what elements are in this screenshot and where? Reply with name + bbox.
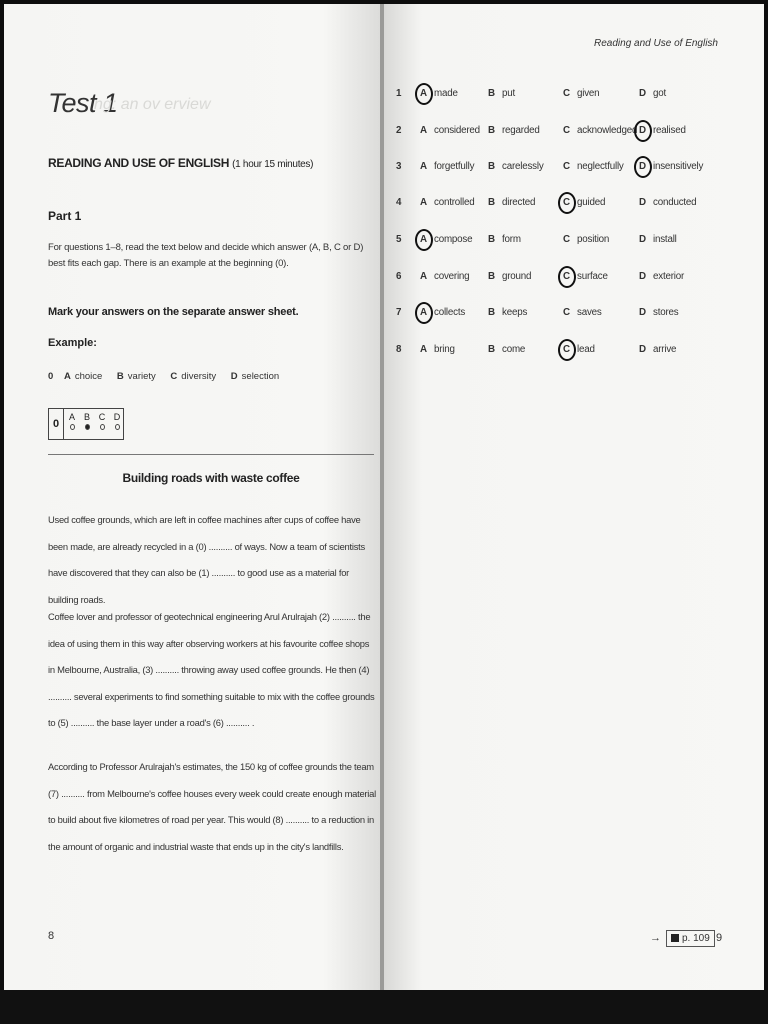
option-letter-d: D xyxy=(639,271,646,282)
option-word: diversity xyxy=(181,371,217,382)
question-row-6 xyxy=(396,266,736,290)
option-letter-b: B xyxy=(488,125,495,136)
article-title: Building roads with waste coffee xyxy=(122,471,300,485)
option-word-d[interactable]: insensitively xyxy=(653,161,704,172)
option-word-c[interactable]: guided xyxy=(577,197,606,208)
option-letter-d: D xyxy=(639,234,646,245)
option-word-c[interactable]: neglectfully xyxy=(577,161,624,172)
scan-shadow xyxy=(0,990,768,1024)
article-paragraph: According to Professor Arulrajah's estimates, the 150 kg of coffee grounds the team (7) .......... from Melbourne's coffee houses every week could create enough material to build about five kilometres of road per year. This would (8) .......... to a reduction in the amount of organic and industrial waste that ends up in the city's landfills. xyxy=(48,761,376,852)
option-letter-b: B xyxy=(488,197,495,208)
option-letter-d: D xyxy=(639,161,646,172)
answer-bubble xyxy=(70,424,75,430)
answer-box-number: 0 xyxy=(49,409,64,439)
section-heading xyxy=(48,156,313,170)
option-word: selection xyxy=(241,371,280,382)
option-letter: D xyxy=(230,371,238,382)
option-letter-d: D xyxy=(639,307,646,318)
answer-letter: B xyxy=(83,412,90,422)
option-word: variety xyxy=(127,371,156,382)
option-letter-a: A xyxy=(420,307,427,318)
arrow-right-icon: → xyxy=(650,932,661,944)
option-letter-a: A xyxy=(420,125,427,136)
answer-bubble xyxy=(100,424,105,430)
section-duration: (1 hour 15 minutes) xyxy=(232,159,314,170)
option-word-a[interactable]: covering xyxy=(434,271,470,282)
option-word-d[interactable]: got xyxy=(653,88,667,99)
example-option-b xyxy=(117,371,156,382)
option-word-a[interactable]: controlled xyxy=(434,197,475,208)
option-letter-a: A xyxy=(420,88,427,99)
page-number-left: 8 xyxy=(48,930,55,942)
option-letter: B xyxy=(116,371,124,382)
question-number: 8 xyxy=(396,344,402,355)
option-letter-a: A xyxy=(420,344,427,355)
section-heading-title: READING AND USE OF ENGLISH xyxy=(48,156,230,170)
divider xyxy=(48,454,374,455)
example-option-a xyxy=(64,371,102,382)
answer-circle-mark xyxy=(415,302,433,324)
answer-letter: D xyxy=(113,412,121,422)
question-number: 6 xyxy=(396,271,402,282)
question-row-2 xyxy=(396,120,736,144)
option-word-c[interactable]: saves xyxy=(577,307,602,318)
question-row-5 xyxy=(396,229,736,253)
answer-circle-mark xyxy=(415,229,433,251)
option-letter-c: C xyxy=(563,271,570,282)
option-word-b[interactable]: come xyxy=(502,344,526,355)
answer-circle-mark xyxy=(558,339,576,361)
option-letter-a: A xyxy=(420,161,427,172)
option-letter-b: B xyxy=(488,271,495,282)
option-word-c[interactable]: lead xyxy=(577,344,595,355)
option-letter-a: A xyxy=(420,271,427,282)
option-letter-c: C xyxy=(563,197,570,208)
answer-column-d xyxy=(110,411,124,430)
example-number: 0 xyxy=(48,371,54,382)
example-option-c xyxy=(170,371,216,382)
option-word-c[interactable]: position xyxy=(577,234,610,245)
answer-bubble xyxy=(115,424,120,430)
question-number: 7 xyxy=(396,307,402,318)
example-label: Example: xyxy=(48,337,97,349)
option-letter-a: A xyxy=(420,234,427,245)
option-letter-c: C xyxy=(563,344,570,355)
test-title: Test 1 xyxy=(48,88,118,118)
option-letter-d: D xyxy=(639,125,646,136)
instructions: For questions 1–8, read the text below and decide which answer (A, B, C or D) best fits each gap. There is an example at the beginning (0). xyxy=(48,242,364,269)
question-row-8 xyxy=(396,339,736,363)
answer-circle-mark xyxy=(634,156,652,178)
answer-column-c xyxy=(95,411,109,430)
option-word-c[interactable]: surface xyxy=(577,271,608,282)
question-row-4 xyxy=(396,192,736,216)
article-paragraph: Used coffee grounds, which are left in coffee machines after cups of coffee have been made, are already recycled in a (0) .......... of ways. Now a team of scientists have discovered that they can also be (1) .......... to good use as a material for building roads. xyxy=(48,514,365,605)
part-label: Part 1 xyxy=(48,209,82,223)
option-word-d[interactable]: exterior xyxy=(653,271,685,282)
option-letter-a: A xyxy=(420,197,427,208)
option-word-a[interactable]: considered xyxy=(434,125,480,136)
mark-note: Mark your answers on the separate answer sheet. xyxy=(48,306,299,318)
page-number-right: 9 xyxy=(716,932,723,944)
option-word-a[interactable]: collects xyxy=(434,307,466,318)
option-word-d[interactable]: stores xyxy=(653,307,679,318)
option-letter-b: B xyxy=(488,234,495,245)
option-letter-c: C xyxy=(563,88,570,99)
option-word-d[interactable]: realised xyxy=(653,125,686,136)
question-number: 1 xyxy=(396,88,402,99)
option-word-b[interactable]: keeps xyxy=(502,307,528,318)
option-letter: A xyxy=(63,371,71,382)
question-number: 2 xyxy=(396,125,402,136)
example-option-d xyxy=(231,371,279,382)
option-word-b[interactable]: directed xyxy=(502,197,536,208)
option-letter-d: D xyxy=(639,88,646,99)
option-word-a[interactable]: forgetfully xyxy=(434,161,475,172)
question-row-1 xyxy=(396,83,736,107)
answer-circle-mark xyxy=(634,120,652,142)
option-letter-b: B xyxy=(488,88,495,99)
running-head: Reading and Use of English xyxy=(594,38,718,49)
option-word-d[interactable]: conducted xyxy=(653,197,697,208)
reference-page: p. 109 xyxy=(682,933,710,944)
option-word: choice xyxy=(74,371,103,382)
example-row xyxy=(48,371,291,382)
answer-circle-mark xyxy=(558,192,576,214)
option-letter-c: C xyxy=(563,125,570,136)
option-word-d[interactable]: arrive xyxy=(653,344,677,355)
bleed-through-text: ng: an ov erview xyxy=(94,96,211,113)
option-letter-d: D xyxy=(639,197,646,208)
option-word-d[interactable]: install xyxy=(653,234,677,245)
option-letter-c: C xyxy=(563,161,570,172)
left-page xyxy=(4,4,380,990)
question-number: 5 xyxy=(396,234,402,245)
question-number: 3 xyxy=(396,161,402,172)
option-word-b[interactable]: regarded xyxy=(502,125,540,136)
answer-column-a xyxy=(65,411,79,430)
question-number: 4 xyxy=(396,197,402,208)
option-letter-b: B xyxy=(488,161,495,172)
option-letter-b: B xyxy=(488,344,495,355)
option-word-b[interactable]: put xyxy=(502,88,516,99)
answer-circle-mark xyxy=(415,83,433,105)
answer-letter: C xyxy=(98,412,106,422)
key-icon xyxy=(671,934,679,942)
option-word-a[interactable]: bring xyxy=(434,344,455,355)
answer-bubble-filled xyxy=(85,424,90,430)
option-word-b[interactable]: form xyxy=(502,234,521,245)
question-row-7 xyxy=(396,302,736,326)
option-letter-c: C xyxy=(563,234,570,245)
option-word-b[interactable]: ground xyxy=(502,271,532,282)
option-word-c[interactable]: acknowledged xyxy=(577,125,638,136)
answer-letter: A xyxy=(68,412,75,422)
option-word-c[interactable]: given xyxy=(577,88,600,99)
option-letter-d: D xyxy=(639,344,646,355)
option-word-a[interactable]: made xyxy=(434,88,458,99)
answer-circle-mark xyxy=(558,266,576,288)
article-paragraph: Coffee lover and professor of geotechnical engineering Arul Arulrajah (2) .......... the idea of using them in this way after observing workers at his favourite coffee shops in Melbourne, Australia, (3) .......... throwing away used coffee grounds. He then (4) .......... several experiments to find something suitable to mix with the coffee grounds to (5) .......... the base layer under a road's (6) .......... . xyxy=(48,611,375,728)
right-page xyxy=(384,4,764,990)
question-row-3 xyxy=(396,156,736,180)
option-letter-c: C xyxy=(563,307,570,318)
option-word-b[interactable]: carelessly xyxy=(502,161,544,172)
answer-column-b xyxy=(80,411,94,430)
option-letter: C xyxy=(170,371,178,382)
option-letter-b: B xyxy=(488,307,495,318)
example-answer-box xyxy=(48,408,124,440)
option-word-a[interactable]: compose xyxy=(434,234,473,245)
reference-box xyxy=(666,930,715,947)
